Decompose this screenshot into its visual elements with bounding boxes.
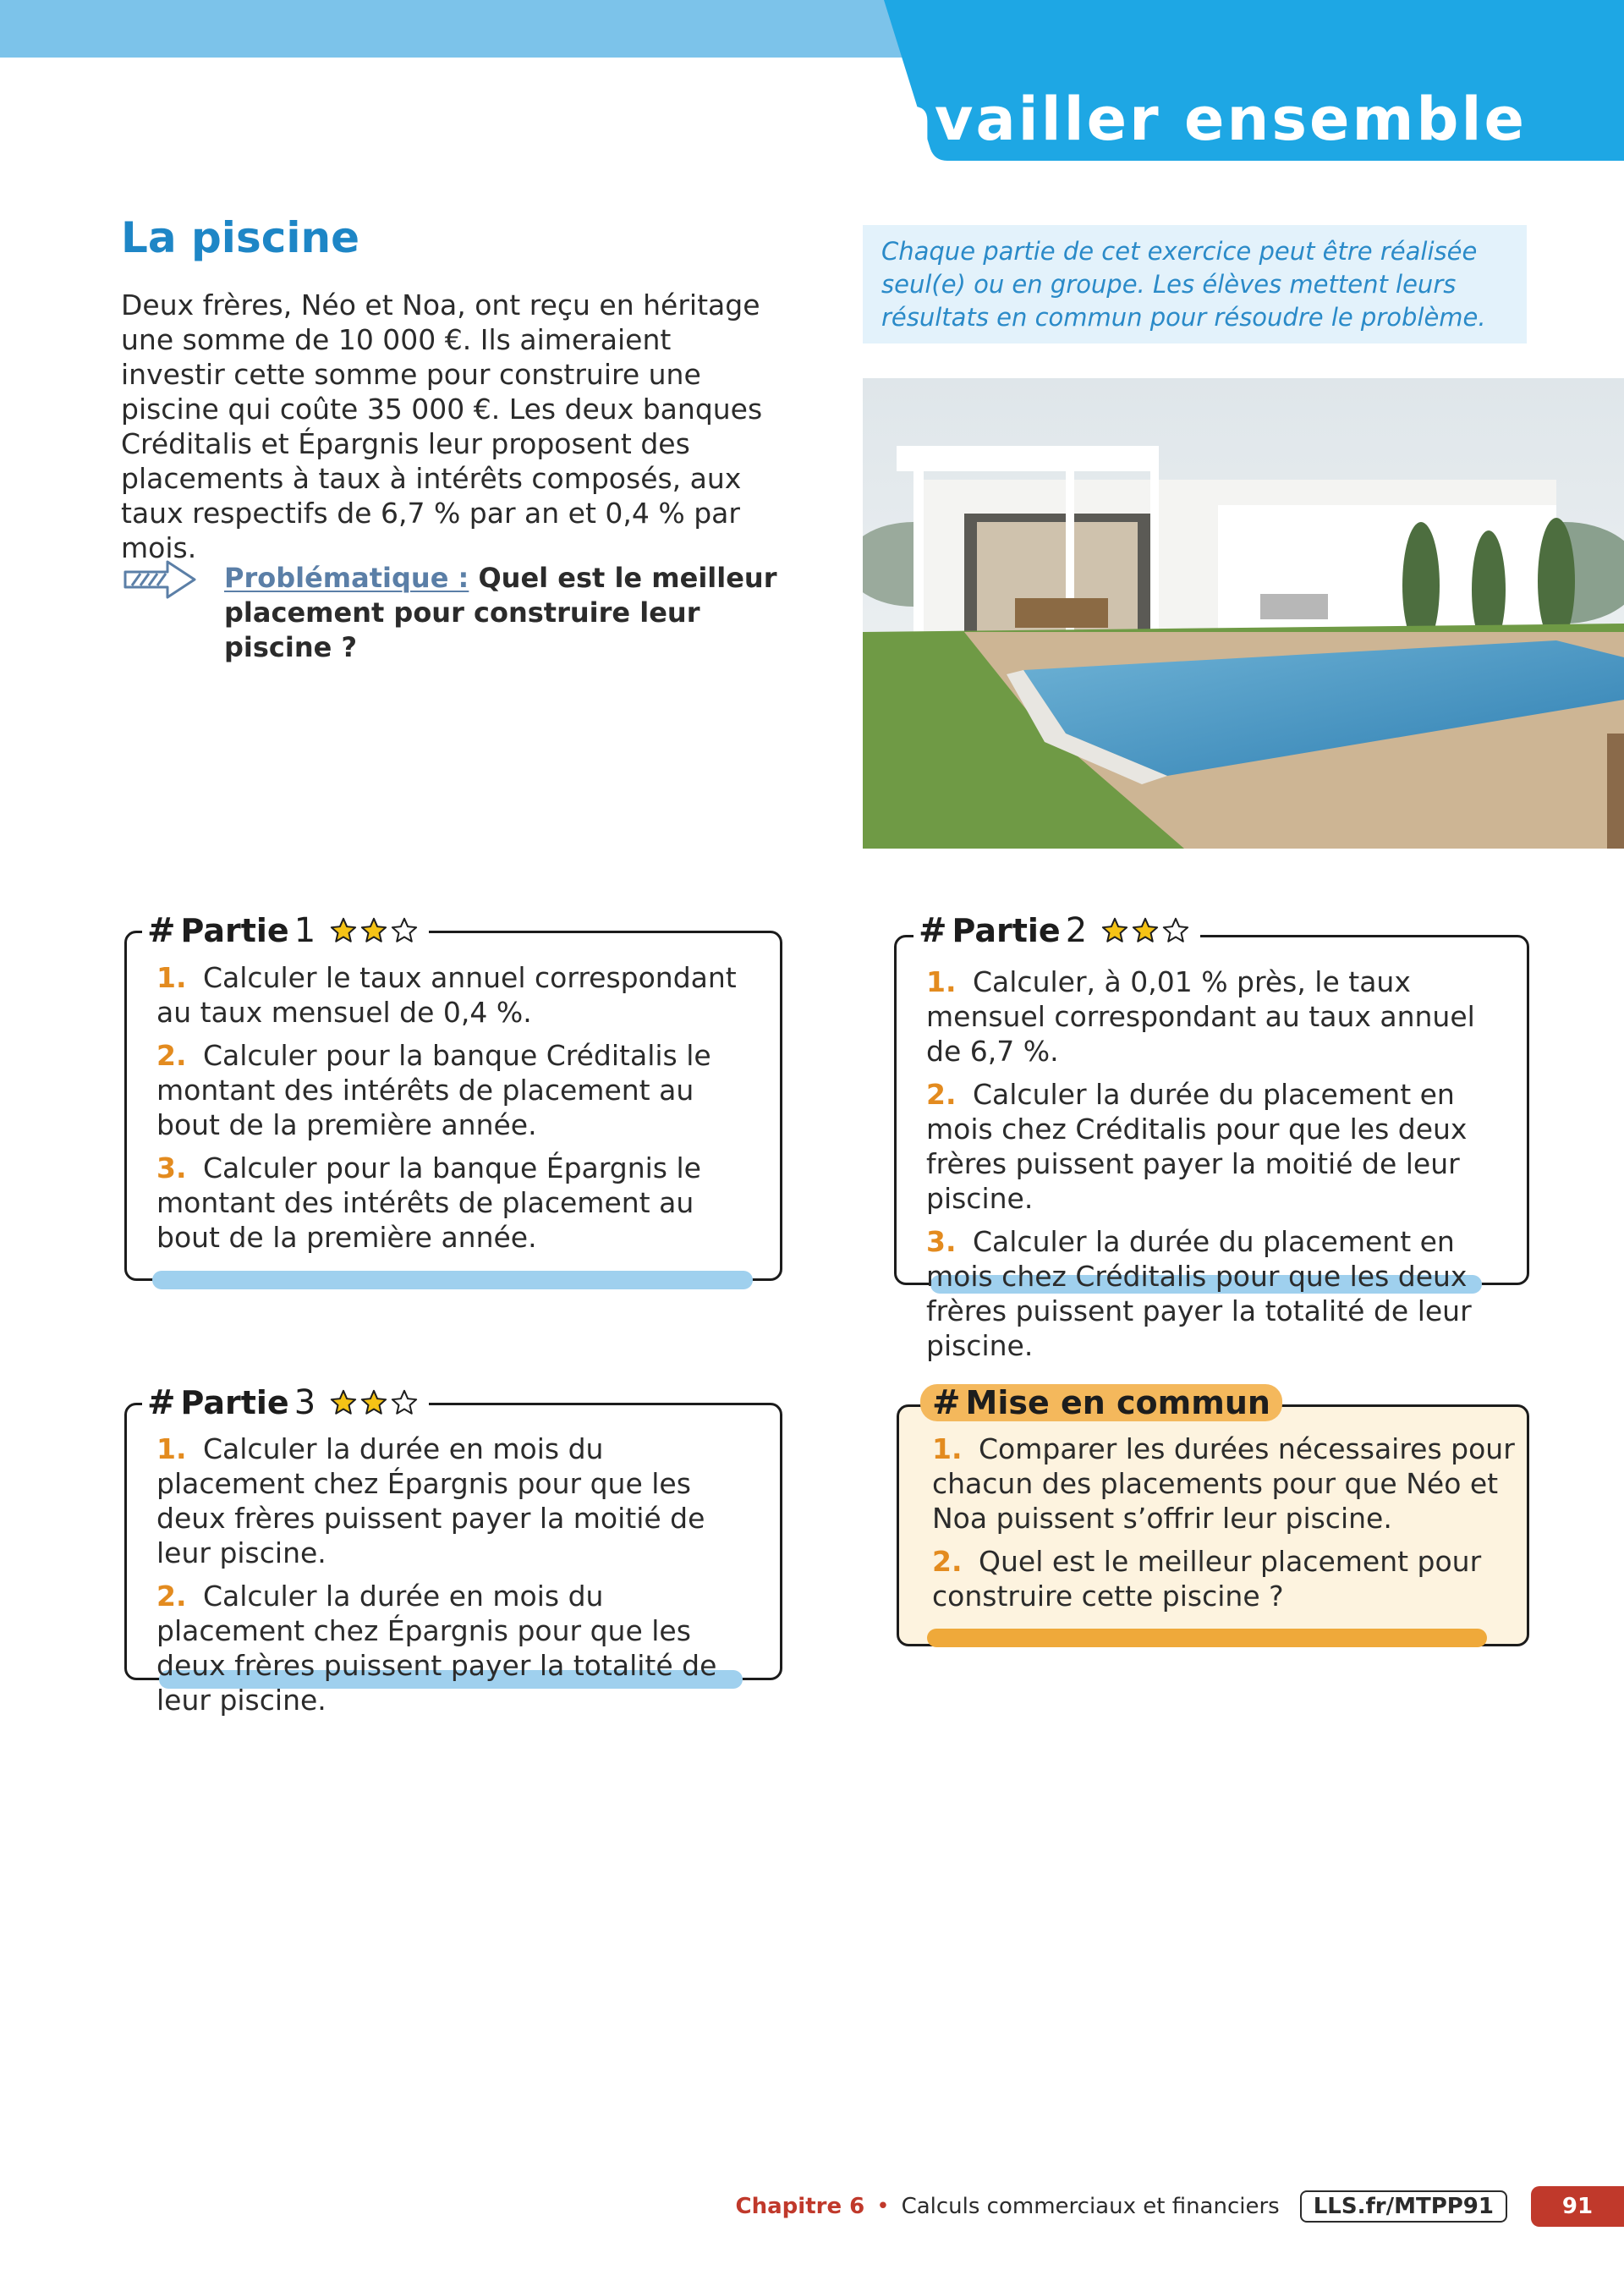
difficulty-stars — [329, 916, 419, 945]
part-3-questions — [156, 1431, 749, 1726]
arrow-right-icon — [123, 558, 196, 601]
part-title: Partie — [180, 912, 289, 949]
instructions-note: Chaque partie de cet exercice peut être réalisée seul(e) ou en groupe. Les élèves mettent leurs résultats en commun pour résoudre le problème. — [881, 237, 1486, 332]
problem-text: Quel est le meilleur placement pour construire leur piscine ? — [224, 562, 777, 663]
part-number: 2 — [1065, 911, 1088, 950]
question-item: 2. Calculer la durée du placement en mois chez Créditalis pour que les deux frères puissent payer la moitié de leur piscine. — [926, 1078, 1468, 1215]
pool-photo — [863, 378, 1624, 849]
star-empty-icon — [390, 1388, 419, 1417]
footer-resource-link[interactable]: LLS.fr/MTPP91 — [1300, 2190, 1507, 2223]
question-item: 1. Calculer, à 0,01 % près, le taux mensuel correspondant au taux annuel de 6,7 %. — [926, 965, 1475, 1068]
question-item: 1. Calculer le taux annuel correspondant au taux mensuel de 0,4 %. — [156, 961, 737, 1029]
mise-en-commun-questions — [932, 1431, 1516, 1622]
star-empty-icon — [390, 916, 419, 945]
star-filled-icon — [359, 916, 388, 945]
question-item: 3. Calculer pour la banque Épargnis le montant des intérêts de placement au bout de la première année. — [156, 1151, 701, 1254]
footer-chapter: Chapitre 6 — [735, 2194, 865, 2219]
part-2-questions — [926, 964, 1510, 1371]
star-filled-icon — [329, 1388, 358, 1417]
part-title: Partie — [952, 912, 1061, 949]
part-1-label — [142, 909, 429, 952]
exercise-title: La piscine — [121, 213, 359, 262]
page-header-title: Travailler ensemble — [824, 85, 1527, 154]
question-item: 1. Comparer les durées nécessaires pour chacun des placements pour que Néo et Noa puissent s’offrir leur piscine. — [932, 1432, 1515, 1535]
exercise-intro: Deux frères, Néo et Noa, ont reçu en héritage une somme de 10 000 €. Ils aimeraient investir cette somme pour construire une piscine qui coûte 35 000 €. Les deux banques Créditalis et Épargnis leur proposent des placements à taux à intérêts composés, aux taux respectifs de 6,7 % par an et 0,4 % par mois. — [121, 288, 763, 564]
difficulty-stars — [329, 1388, 419, 1417]
question-item: 3. Calculer la durée du placement en mois chez Créditalis pour que les deux frères puissent payer la totalité de leur piscine. — [926, 1225, 1472, 1362]
star-filled-icon — [1100, 916, 1129, 945]
mise-en-commun-label — [920, 1384, 1282, 1421]
star-filled-icon — [329, 916, 358, 945]
footer-separator: • — [876, 2194, 890, 2219]
question-item: 2. Calculer pour la banque Créditalis le montant des intérêts de placement au bout de la première année. — [156, 1039, 711, 1141]
mise-en-commun-title: Mise en commun — [965, 1384, 1270, 1421]
star-filled-icon — [359, 1388, 388, 1417]
part-number: 1 — [294, 911, 316, 950]
page-footer — [735, 2185, 1594, 2228]
difficulty-stars — [1100, 916, 1190, 945]
part-1-questions — [156, 960, 749, 1263]
part-3-label — [142, 1382, 429, 1424]
footer-chapter-title: Calculs commerciaux et financiers — [901, 2194, 1280, 2219]
hash-symbol: # — [919, 911, 947, 950]
part-title: Partie — [180, 1384, 289, 1421]
part-2-label — [914, 909, 1200, 952]
star-filled-icon — [1131, 916, 1160, 945]
question-item: 1. Calculer la durée en mois du placement chez Épargnis pour que les deux frères puissent payer la moitié de leur piscine. — [156, 1432, 705, 1569]
problem-label: Problématique : — [224, 562, 469, 594]
mise-en-commun-strip — [927, 1629, 1487, 1647]
part-1-strip — [152, 1271, 753, 1289]
hash-symbol: # — [147, 911, 176, 950]
question-item: 2. Quel est le meilleur placement pour construire cette piscine ? — [932, 1545, 1482, 1613]
page-number: 91 — [1531, 2186, 1624, 2227]
part-number: 3 — [294, 1383, 316, 1422]
hash-symbol: # — [147, 1383, 176, 1422]
problem-statement — [224, 561, 799, 665]
star-empty-icon — [1161, 916, 1190, 945]
question-item: 2. Calculer la durée en mois du placement chez Épargnis pour que les deux frères puissent payer la totalité de leur piscine. — [156, 1580, 717, 1717]
hash-symbol: # — [932, 1383, 961, 1422]
